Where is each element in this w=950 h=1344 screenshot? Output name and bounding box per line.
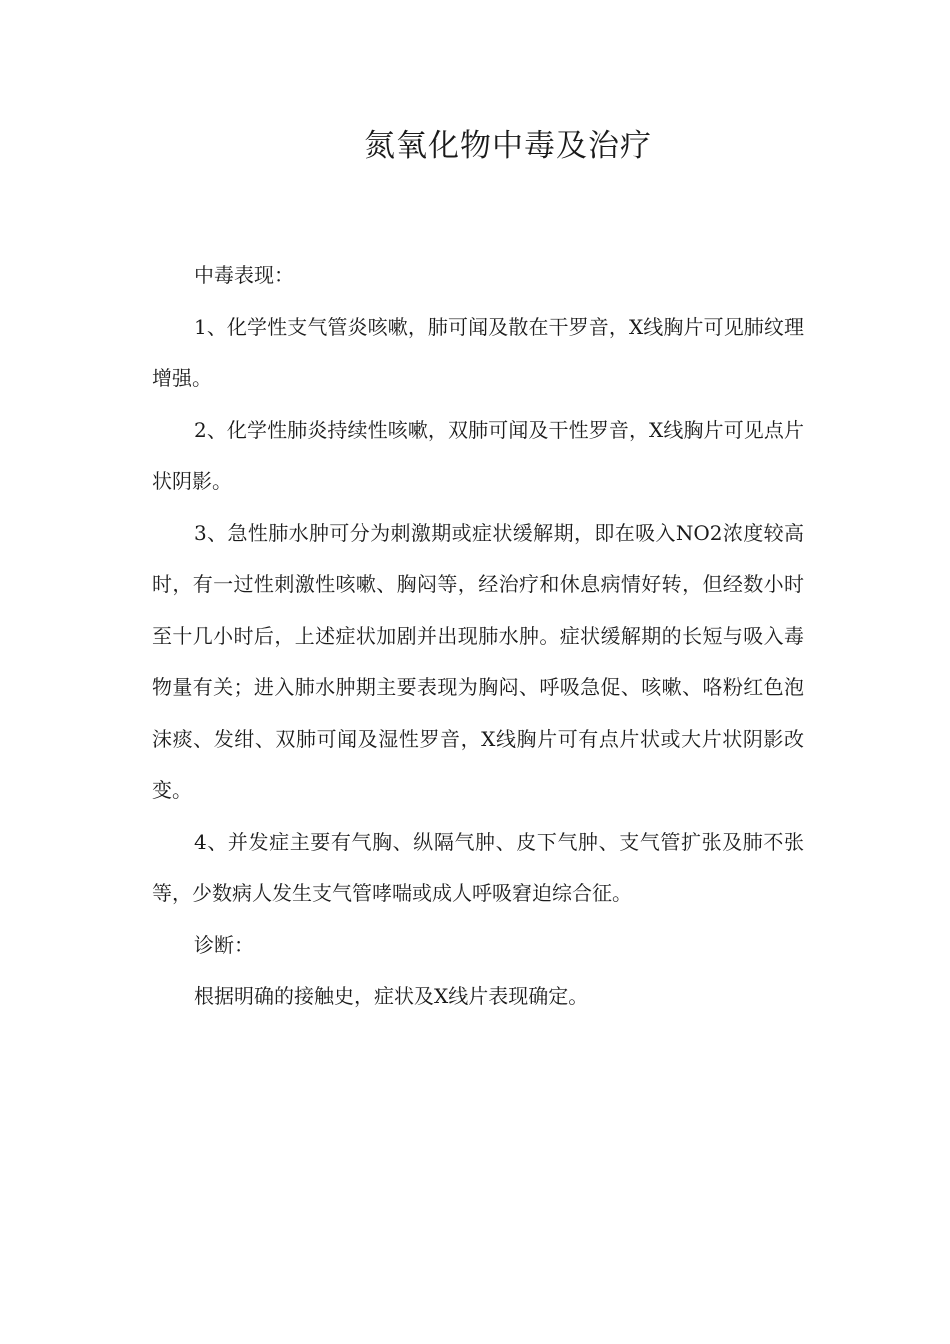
document-title: 氮氧化物中毒及治疗 (364, 128, 652, 164)
paragraph-item-4: 4、并发症主要有气胸、纵隔气肿、皮下气肿、支气管扩张及肺不张等，少数病人发生支气管哮喘或成人呼吸窘迫综合征。 (152, 829, 804, 905)
section-heading-diagnosis: 诊断： (194, 932, 254, 957)
paragraph-item-3: 3、急性肺水肿可分为刺激期或症状缓解期，即在吸入NO2浓度较高时，有一过性刺激性咳嗽、胸闷等，经治疗和休息病情好转，但经数小时至十几小时后，上述症状加剧并出现肺水肿。症状缓解期的长短与吸入毒物量有关；进入肺水肿期主要表现为胸闷、呼吸急促、咳嗽、咯粉红色泡沫痰、发绀、双肺可闻及湿性罗音，X线胸片可有点片状或大片状阴影改变。 (152, 520, 804, 802)
paragraph-item-1: 1、化学性支气管炎咳嗽，肺可闻及散在干罗音，X线胸片可见肺纹理增强。 (152, 314, 804, 390)
section-heading-manifestations: 中毒表现： (194, 263, 294, 287)
document-body (152, 250, 804, 1023)
paragraph-item-2: 2、化学性肺炎持续性咳嗽，双肺可闻及干性罗音，X线胸片可见点片状阴影。 (152, 417, 804, 493)
paragraph-diagnosis: 根据明确的接触史，症状及X线片表现确定。 (194, 984, 589, 1008)
